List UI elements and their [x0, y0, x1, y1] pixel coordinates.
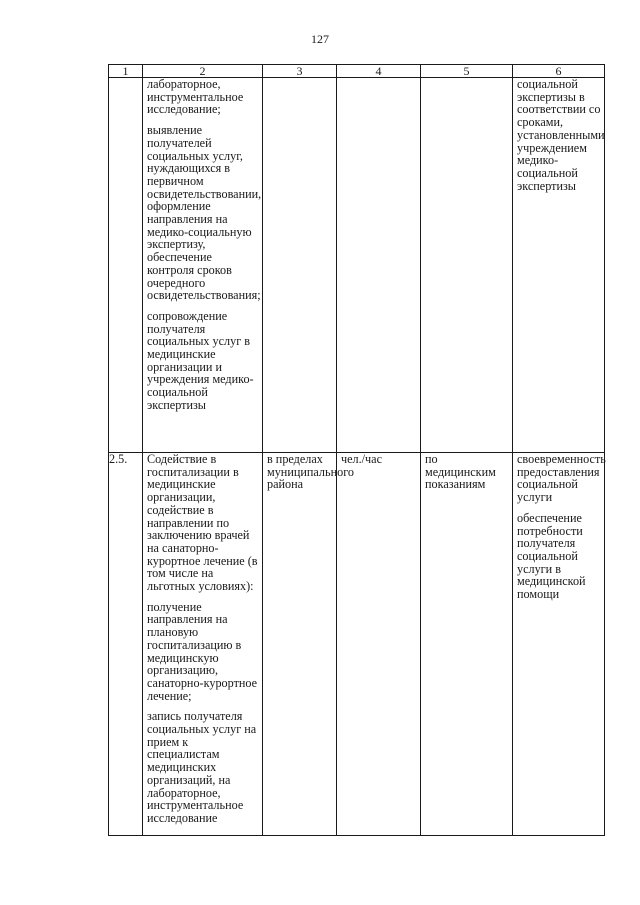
row-number-cell [109, 78, 143, 453]
frequency-text: по медицинским показаниям [425, 452, 496, 492]
services-table [108, 64, 605, 836]
description-paragraph: лабораторное, инструментальное исследование; [147, 77, 244, 117]
table-row [109, 78, 605, 453]
criteria-paragraph: своевременность предоставления социальной услуги [517, 452, 606, 505]
description-paragraph: запись получателя социальных услуг на прием к специалистам медицинских организаций, на лабораторное, инструментальное исследование [147, 709, 257, 825]
description-paragraph: получение направления на плановую госпитализацию в медицинскую организацию, санаторно-курортное лечение; [147, 599, 258, 703]
unit-text: чел./час [341, 452, 383, 466]
description-paragraph: сопровождение получателя социальных услуг в медицинские организации и учреждения медико-социальной экспертизы [147, 308, 254, 412]
service-description-cell [143, 78, 263, 453]
description-paragraph: Содействие в госпитализации в медицинские организации, содействие в направлении по заключению врачей на санаторно-курортное лечение (в том числе на льготных условиях): [147, 452, 258, 594]
territory-text: в пределах муниципального района [267, 452, 354, 492]
page-number: 127 [311, 32, 329, 46]
column-header: 3 [263, 65, 337, 78]
description-paragraph: выявление получателей социальных услуг, нуждающихся в первичном освидетельствовании, оформление направления на медико-социальную экспертизу, обеспечение контроля сроков очередного освидетельствования; [147, 123, 262, 303]
territory-cell [263, 452, 354, 836]
frequency-cell [421, 78, 513, 453]
column-header: 5 [421, 65, 513, 78]
unit-cell [337, 453, 421, 836]
frequency-cell [421, 453, 513, 836]
territory-cell [263, 78, 337, 453]
service-description-cell [143, 453, 263, 836]
unit-cell [337, 78, 421, 453]
quality-criteria-cell [513, 453, 605, 836]
criteria-paragraph: обеспечение потребности получателя социальной услуги в медицинской помощи [517, 510, 586, 602]
criteria-paragraph: социальной экспертизы в соответствии со сроками, установленными учреждением медико-социальной экспертизы [517, 77, 605, 193]
table-row [109, 453, 605, 836]
column-header: 1 [109, 65, 143, 78]
table-header-row [109, 65, 605, 78]
column-header: 2 [143, 65, 263, 78]
column-header: 6 [513, 65, 605, 78]
row-number-cell: 2.5. [109, 453, 143, 836]
quality-criteria-cell [513, 78, 605, 453]
column-header: 4 [337, 65, 421, 78]
